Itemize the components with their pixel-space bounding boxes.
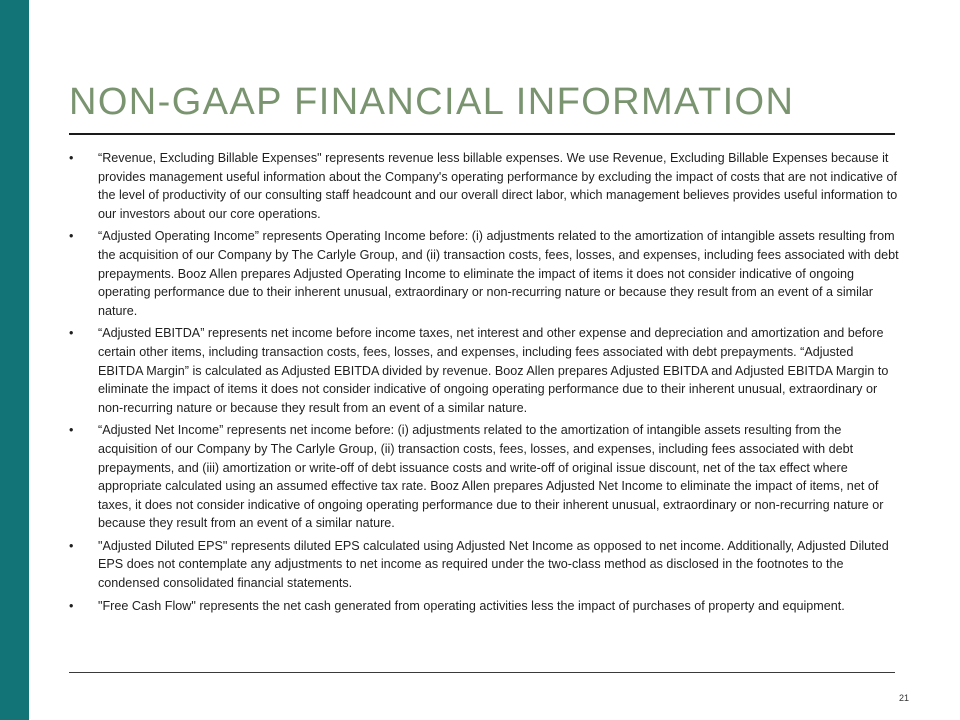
- bullet-icon: •: [69, 598, 74, 613]
- bullet-icon: •: [69, 326, 74, 341]
- page-number: 21: [899, 693, 910, 703]
- list-item-text: “Adjusted EBITDA” represents net income before income taxes, net interest and other expense and depreciation and amortization and before certain other items, including transaction costs, fees, losses, and expenses, including fees associated with debt prepayments. “Adjusted EBITDA Margin” is calculated as Adjusted EBITDA divided by revenue. Booz Allen prepares Adjusted EBITDA and Adjusted EBITDA Margin to eliminate the impact of items it does not consider indicative of ongoing operating performance due to their inherent unusual, extraordinary or non-recurring nature or because they result from an event of a similar nature.: [98, 326, 889, 415]
- list-item-text: "Adjusted Diluted EPS" represents diluted EPS calculated using Adjusted Net Income as opposed to net income. Additionally, Adjusted Diluted EPS does not contemplate any adjustments to net income as required under the two-class method as disclosed in the footnotes to the condensed consolidated financial statements.: [98, 538, 889, 591]
- list-item-text: "Free Cash Flow" represents the net cash generated from operating activities less the impact of purchases of property and equipment.: [98, 598, 845, 613]
- bullet-icon: •: [69, 151, 74, 165]
- list-item-text: “Adjusted Net Income” represents net income before: (i) adjustments related to the amortization of intangible assets resulting from the acquisition of our Company by The Carlyle Group, (ii) transaction costs, fees, losses, and expenses, including fees associated with debt prepayments, and (iii) amortization or write-off of debt issuance costs and write-off of original issue discount, net of the tax effect where appropriate calculated using an assumed effective tax rate. Booz Allen prepares Adjusted Net Income to eliminate the impact of items, net of taxes, it does not consider indicative of ongoing operating performance due to their inherent unusual, extraordinary or non-recurring nature or because they result from an event of a similar nature.: [98, 423, 884, 531]
- bullet-icon: •: [69, 538, 74, 553]
- sidebar-accent-bar: [0, 0, 29, 720]
- list-item-free-cash-flow: [69, 597, 899, 616]
- page-title: NON-GAAP FINANCIAL INFORMATION: [69, 81, 795, 123]
- title-divider: [69, 133, 895, 135]
- list-item-adjusted-net-income: [69, 421, 899, 533]
- list-item-text: “Revenue, Excluding Billable Expenses" represents revenue less billable expenses. We use Revenue, Excluding Billable Expenses because it provides management useful information about the Company's operating performance by excluding the impact of costs that are not indicative of the level of productivity of our consulting staff headcount and our overall direct labor, which management believes provides useful information to our investors about our core operations.: [98, 151, 898, 221]
- list-item-revenue-excluding-billable: [69, 149, 899, 223]
- footer-divider: [69, 672, 895, 673]
- definitions-list: [69, 149, 899, 619]
- list-item-text: “Adjusted Operating Income” represents Operating Income before: (i) adjustments related to the amortization of intangible assets resulting from the acquisition of our Company by The Carlyle Group, and (ii) transaction costs, fees, losses, and expenses, including fees associated with debt prepayments. Booz Allen prepares Adjusted Operating Income to eliminate the impact of items it does not consider indicative of ongoing operating performance due to their inherent unusual, extraordinary or non-recurring nature or because they result from an event of a similar nature.: [98, 229, 899, 318]
- bullet-icon: •: [69, 229, 74, 244]
- list-item-adjusted-operating-income: [69, 227, 899, 320]
- list-item-adjusted-ebitda: [69, 324, 899, 417]
- bullet-icon: •: [69, 423, 74, 438]
- list-item-adjusted-diluted-eps: [69, 537, 899, 593]
